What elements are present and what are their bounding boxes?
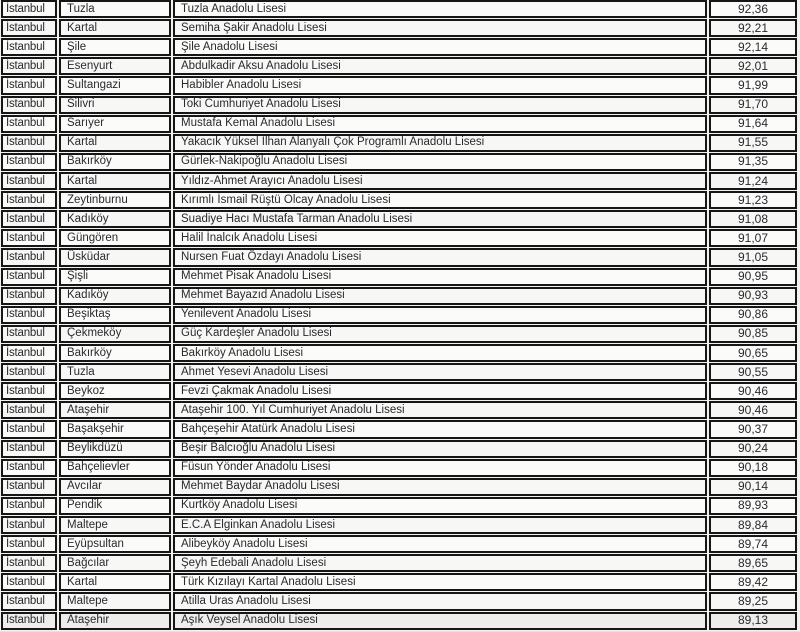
score-cell: 91,07 xyxy=(709,229,797,247)
school-name-cell: Güç Kardeşler Anadolu Lisesi xyxy=(173,325,707,343)
score-cell: 91,55 xyxy=(709,134,797,152)
table-row xyxy=(1,612,797,631)
school-name-cell: Türk Kızılayı Kartal Anadolu Lisesi xyxy=(173,573,707,591)
school-name-cell: Mustafa Kemal Anadolu Lisesi xyxy=(173,115,707,133)
score-cell: 90,14 xyxy=(709,478,797,496)
school-name-cell: Şile Anadolu Lisesi xyxy=(173,38,707,56)
district-cell: Kartal xyxy=(59,134,171,152)
score-cell: 89,42 xyxy=(709,573,797,591)
province-cell: İstanbul xyxy=(1,287,57,305)
school-name-cell: Tuzla Anadolu Lisesi xyxy=(173,0,707,18)
table-row xyxy=(1,229,797,247)
table-row xyxy=(1,287,797,305)
table-row xyxy=(1,401,797,419)
table-row xyxy=(1,306,797,324)
province-cell: İstanbul xyxy=(1,592,57,610)
province-cell: İstanbul xyxy=(1,401,57,419)
district-cell: Ataşehir xyxy=(59,612,171,631)
school-name-cell: Yenilevent Anadolu Lisesi xyxy=(173,306,707,324)
district-cell: Ataşehir xyxy=(59,401,171,419)
province-cell: İstanbul xyxy=(1,363,57,381)
school-name-cell: Kırımlı İsmail Rüştü Olcay Anadolu Lisesi xyxy=(173,191,707,209)
province-cell: İstanbul xyxy=(1,478,57,496)
district-cell: Şişli xyxy=(59,268,171,286)
table-row xyxy=(1,535,797,553)
district-cell: Kadıköy xyxy=(59,287,171,305)
province-cell: İstanbul xyxy=(1,229,57,247)
province-cell: İstanbul xyxy=(1,76,57,94)
table-row xyxy=(1,191,797,209)
table-row xyxy=(1,153,797,171)
school-name-cell: Bahçeşehir Atatürk Anadolu Lisesi xyxy=(173,420,707,438)
province-cell: İstanbul xyxy=(1,57,57,75)
table-row xyxy=(1,38,797,56)
province-cell: İstanbul xyxy=(1,96,57,114)
score-cell: 91,64 xyxy=(709,115,797,133)
table-row xyxy=(1,96,797,114)
province-cell: İstanbul xyxy=(1,440,57,458)
district-cell: Beşiktaş xyxy=(59,306,171,324)
province-cell: İstanbul xyxy=(1,535,57,553)
school-name-cell: Toki Cumhuriyet Anadolu Lisesi xyxy=(173,96,707,114)
table-row xyxy=(1,248,797,266)
score-cell: 91,08 xyxy=(709,210,797,228)
table-row xyxy=(1,172,797,190)
district-cell: Pendik xyxy=(59,497,171,515)
district-cell: Silivri xyxy=(59,96,171,114)
school-name-cell: Gürlek-Nakipoğlu Anadolu Lisesi xyxy=(173,153,707,171)
province-cell: İstanbul xyxy=(1,268,57,286)
score-cell: 89,25 xyxy=(709,592,797,610)
score-cell: 90,93 xyxy=(709,287,797,305)
district-cell: Bağcılar xyxy=(59,554,171,572)
score-cell: 90,24 xyxy=(709,440,797,458)
province-cell: İstanbul xyxy=(1,325,57,343)
district-cell: Sultangazi xyxy=(59,76,171,94)
district-cell: Zeytinburnu xyxy=(59,191,171,209)
province-cell: İstanbul xyxy=(1,497,57,515)
score-cell: 89,13 xyxy=(709,612,797,631)
score-cell: 90,46 xyxy=(709,401,797,419)
score-cell: 91,70 xyxy=(709,96,797,114)
district-cell: Maltepe xyxy=(59,592,171,610)
school-name-cell: Halil İnalcık Anadolu Lisesi xyxy=(173,229,707,247)
school-name-cell: Mehmet Baydar Anadolu Lisesi xyxy=(173,478,707,496)
score-cell: 92,01 xyxy=(709,57,797,75)
table-row xyxy=(1,573,797,591)
school-name-cell: Fevzi Çakmak Anadolu Lisesi xyxy=(173,382,707,400)
table-row xyxy=(1,440,797,458)
district-cell: Tuzla xyxy=(59,0,171,18)
table-row xyxy=(1,420,797,438)
district-cell: Çekmeköy xyxy=(59,325,171,343)
district-cell: Başakşehir xyxy=(59,420,171,438)
score-cell: 92,14 xyxy=(709,38,797,56)
district-cell: Esenyurt xyxy=(59,57,171,75)
province-cell: İstanbul xyxy=(1,19,57,37)
table-row xyxy=(1,0,797,18)
score-cell: 90,95 xyxy=(709,268,797,286)
school-name-cell: Nursen Fuat Özdayı Anadolu Lisesi xyxy=(173,248,707,266)
district-cell: Kartal xyxy=(59,19,171,37)
school-name-cell: Bakırköy Anadolu Lisesi xyxy=(173,344,707,362)
score-cell: 90,37 xyxy=(709,420,797,438)
district-cell: Şile xyxy=(59,38,171,56)
school-name-cell: Beşir Balcıoğlu Anadolu Lisesi xyxy=(173,440,707,458)
district-cell: Maltepe xyxy=(59,516,171,534)
district-cell: Kartal xyxy=(59,172,171,190)
province-cell: İstanbul xyxy=(1,516,57,534)
school-name-cell: Mehmet Pisak Anadolu Lisesi xyxy=(173,268,707,286)
school-name-cell: Kurtköy Anadolu Lisesi xyxy=(173,497,707,515)
school-name-cell: Abdulkadir Aksu Anadolu Lisesi xyxy=(173,57,707,75)
district-cell: Kartal xyxy=(59,573,171,591)
table-row xyxy=(1,478,797,496)
school-name-cell: Atilla Uras Anadolu Lisesi xyxy=(173,592,707,610)
score-cell: 91,35 xyxy=(709,153,797,171)
table-row xyxy=(1,382,797,400)
school-name-cell: Ahmet Yesevi Anadolu Lisesi xyxy=(173,363,707,381)
school-name-cell: Ataşehir 100. Yıl Cumhuriyet Anadolu Lisesi xyxy=(173,401,707,419)
table-row xyxy=(1,57,797,75)
score-cell: 91,05 xyxy=(709,248,797,266)
table-body xyxy=(1,0,797,630)
district-cell: Kadıköy xyxy=(59,210,171,228)
province-cell: İstanbul xyxy=(1,248,57,266)
province-cell: İstanbul xyxy=(1,115,57,133)
score-cell: 90,65 xyxy=(709,344,797,362)
table-row xyxy=(1,210,797,228)
district-cell: Bakırköy xyxy=(59,153,171,171)
province-cell: İstanbul xyxy=(1,344,57,362)
score-cell: 91,24 xyxy=(709,172,797,190)
province-cell: İstanbul xyxy=(1,573,57,591)
table-row xyxy=(1,459,797,477)
table-row xyxy=(1,363,797,381)
table-row xyxy=(1,497,797,515)
score-cell: 90,18 xyxy=(709,459,797,477)
district-cell: Avcılar xyxy=(59,478,171,496)
province-cell: İstanbul xyxy=(1,191,57,209)
province-cell: İstanbul xyxy=(1,420,57,438)
school-name-cell: Yakacık Yüksel İlhan Alanyalı Çok Programlı Anadolu Lisesi xyxy=(173,134,707,152)
table-row xyxy=(1,268,797,286)
province-cell: İstanbul xyxy=(1,134,57,152)
province-cell: İstanbul xyxy=(1,554,57,572)
district-cell: Beykoz xyxy=(59,382,171,400)
score-cell: 90,46 xyxy=(709,382,797,400)
school-name-cell: Habibler Anadolu Lisesi xyxy=(173,76,707,94)
district-cell: Eyüpsultan xyxy=(59,535,171,553)
table-row xyxy=(1,325,797,343)
table-row xyxy=(1,76,797,94)
school-name-cell: Füsun Yönder Anadolu Lisesi xyxy=(173,459,707,477)
district-cell: Bahçelievler xyxy=(59,459,171,477)
school-name-cell: Şeyh Edebali Anadolu Lisesi xyxy=(173,554,707,572)
school-name-cell: Aşık Veysel Anadolu Lisesi xyxy=(173,612,707,631)
table-row xyxy=(1,592,797,610)
score-cell: 89,65 xyxy=(709,554,797,572)
province-cell: İstanbul xyxy=(1,306,57,324)
table-row xyxy=(1,516,797,534)
district-cell: Bakırköy xyxy=(59,344,171,362)
score-cell: 89,74 xyxy=(709,535,797,553)
school-name-cell: Alibeyköy Anadolu Lisesi xyxy=(173,535,707,553)
district-cell: Güngören xyxy=(59,229,171,247)
score-cell: 91,23 xyxy=(709,191,797,209)
table-row xyxy=(1,134,797,152)
district-cell: Sarıyer xyxy=(59,115,171,133)
province-cell: İstanbul xyxy=(1,612,57,631)
score-cell: 92,21 xyxy=(709,19,797,37)
school-name-cell: Mehmet Bayazıd Anadolu Lisesi xyxy=(173,287,707,305)
province-cell: İstanbul xyxy=(1,172,57,190)
score-cell: 90,85 xyxy=(709,325,797,343)
province-cell: İstanbul xyxy=(1,38,57,56)
score-cell: 89,84 xyxy=(709,516,797,534)
score-cell: 92,36 xyxy=(709,0,797,18)
score-cell: 91,99 xyxy=(709,76,797,94)
table-row xyxy=(1,19,797,37)
school-name-cell: E.C.A Elginkan Anadolu Lisesi xyxy=(173,516,707,534)
school-name-cell: Suadiye Hacı Mustafa Tarman Anadolu Lisesi xyxy=(173,210,707,228)
province-cell: İstanbul xyxy=(1,0,57,18)
score-cell: 89,93 xyxy=(709,497,797,515)
province-cell: İstanbul xyxy=(1,382,57,400)
school-name-cell: Yıldız-Ahmet Arayıcı Anadolu Lisesi xyxy=(173,172,707,190)
score-cell: 90,86 xyxy=(709,306,797,324)
province-cell: İstanbul xyxy=(1,210,57,228)
table-row xyxy=(1,344,797,362)
district-cell: Üsküdar xyxy=(59,248,171,266)
district-cell: Tuzla xyxy=(59,363,171,381)
table-row xyxy=(1,554,797,572)
score-cell: 90,55 xyxy=(709,363,797,381)
district-cell: Beylikdüzü xyxy=(59,440,171,458)
school-name-cell: Semiha Şakir Anadolu Lisesi xyxy=(173,19,707,37)
province-cell: İstanbul xyxy=(1,459,57,477)
province-cell: İstanbul xyxy=(1,153,57,171)
table-row xyxy=(1,115,797,133)
